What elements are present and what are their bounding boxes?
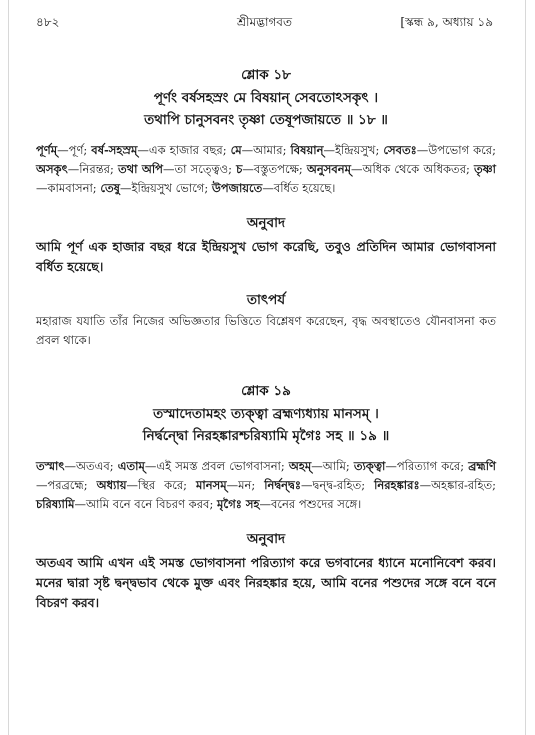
synonym-word: চরিষ্যামি: [36, 497, 75, 511]
synonym-word: ত্যক্ত্বা: [353, 459, 386, 473]
synonym-word: তস্মাৎ: [36, 459, 65, 473]
synonym-word: অনুসবনম্: [306, 162, 351, 176]
synonym-meaning: —উপভোগ করে;: [416, 143, 496, 157]
page-edge-right: [525, 0, 526, 735]
verse-18-synonyms: [36, 141, 496, 198]
synonym-word: উপজায়তে: [211, 181, 263, 195]
synonym-meaning: —পূর্ণ;: [57, 143, 92, 157]
synonym-word: বিষয়ান্: [290, 143, 324, 157]
verse-18-translation-heading: অনুবাদ: [246, 215, 286, 231]
synonym-word: নিরহঙ্কারঃ: [374, 478, 420, 492]
synonym-word: তথা অপি: [118, 162, 163, 176]
synonym-word: অহম্: [288, 459, 312, 473]
verse-19-heading: শ্লোক ১৯: [241, 383, 291, 399]
page-number: ৪৮২: [36, 15, 60, 29]
synonym-word: মৃগৈঃ সহ: [216, 497, 260, 511]
synonym-meaning: —বর্ধিত হয়েছে।: [262, 181, 336, 195]
verse-18-line-1: পূর্ণং বর্ষসহস্রং মে বিষয়ান্ সেবতোঽসকৃৎ ।: [153, 90, 379, 106]
synonym-word: ব্রহ্মণি: [468, 459, 496, 473]
synonym-meaning: —স্থির করে;: [126, 478, 197, 492]
verse-19-line-1: তস্মাদেতামহং ত্যক্ত্বা ব্রহ্মণ্যধ্যায় মানসম্ ।: [153, 406, 379, 422]
synonym-word: অধ্যায়: [96, 478, 127, 492]
synonym-word: মে: [230, 143, 242, 157]
verse-19-translation: অতএব আমি এখন এই সমস্ত ভোগবাসনা পরিত্যাগ করে ভগবানের ধ্যানে মনোনিবেশ করব। মনের দ্বারা সৃষ্ট দ্বন্দ্বভাব থেকে মুক্ত এবং নিরহঙ্কার হয়ে, আমি বনের পশুদের সঙ্গে বনে বনে বিচরণ করব।: [36, 555, 496, 610]
synonym-word: তেষু: [100, 181, 120, 195]
synonym-meaning: —এই সমস্ত প্রবল ভোগবাসনা;: [144, 459, 289, 473]
synonym-meaning: —আমি বনে বনে বিচরণ করব;: [74, 497, 217, 511]
synonym-meaning: —পরব্রহ্মে;: [36, 478, 97, 492]
synonym-word: তৃষ্ণা: [474, 162, 497, 176]
synonym-word: মানসম্: [196, 478, 227, 492]
synonym-meaning: —মন;: [226, 478, 265, 492]
synonym-meaning: —আমি;: [311, 459, 354, 473]
synonym-meaning: —পরিত্যাগ করে;: [385, 459, 469, 473]
synonym-word: নির্দ্বন্দ্বঃ: [264, 478, 302, 492]
synonym-word: বর্ষ-সহস্রম্: [91, 143, 138, 157]
verse-18-translation: আমি পূর্ণ এক হাজার বছর ধরে ইন্দ্রিয়সুখ ভোগ করেছি, তবুও প্রতিদিন আমার ভোগবাসনা বর্ধিত হয়েছে।: [36, 239, 496, 274]
page-content: [36, 66, 496, 613]
verse-18-line-2: তথাপি চানুসবনং তৃষ্ণা তেষূপজায়তে ॥ ১৮ ॥: [144, 112, 388, 128]
synonym-word: সেবতঃ: [383, 143, 417, 157]
verse-19-translation-heading: অনুবাদ: [246, 531, 286, 547]
canto-chapter-label: [স্কন্ধ ৯, অধ্যায় ১৯: [400, 15, 493, 29]
synonym-meaning: —আমার;: [241, 143, 291, 157]
verse-18-purport-heading: তাৎপর্য: [246, 292, 286, 308]
verse-19-line-2: নির্দ্বন্দ্বো নিরহঙ্কারশ্চরিষ্যামি মৃগৈঃ সহ ॥ ১৯ ॥: [142, 428, 390, 444]
verse-18-heading: শ্লোক ১৮: [241, 67, 291, 83]
synonym-meaning: —এক হাজার বছর;: [137, 143, 231, 157]
synonym-meaning: —অতএব;: [64, 459, 118, 473]
page-edge-left: [8, 0, 9, 735]
synonym-meaning: —অধিক থেকে অধিকতর;: [351, 162, 475, 176]
synonym-word: অসকৃৎ: [36, 162, 68, 176]
synonym-word: পূর্ণম্: [36, 143, 58, 157]
synonym-word: এতাম্: [117, 459, 145, 473]
synonym-meaning: —তা সত্ত্বেও;: [162, 162, 237, 176]
synonym-meaning: —ইন্দ্রিয়সুখ;: [323, 143, 384, 157]
synonym-meaning: —নিরন্তর;: [67, 162, 119, 176]
synonym-meaning: —অহঙ্কার-রহিত;: [419, 478, 496, 492]
synonym-meaning: —বস্তুতপক্ষে;: [242, 162, 307, 176]
running-header: [36, 14, 493, 34]
synonym-meaning: —ইন্দ্রিয়সুখ ভোগে;: [119, 181, 212, 195]
book-title: শ্রীমদ্ভাগবত: [236, 15, 292, 29]
synonym-word: চ: [236, 162, 243, 176]
synonym-meaning: —বনের পশুদের সঙ্গে।: [259, 497, 362, 511]
synonym-meaning: —কামবাসনা;: [36, 181, 101, 195]
verse-18-purport: মহারাজ যযাতি তাঁর নিজের অভিজ্ঞতার ভিত্তিতে বিশ্লেষণ করেছেন, বৃদ্ধ অবস্থাতেও যৌনবাসনা কত প্রবল থাকে।: [36, 314, 496, 347]
synonym-meaning: —দ্বন্দ্ব-রহিত;: [301, 478, 375, 492]
verse-19-synonyms: [36, 457, 496, 514]
